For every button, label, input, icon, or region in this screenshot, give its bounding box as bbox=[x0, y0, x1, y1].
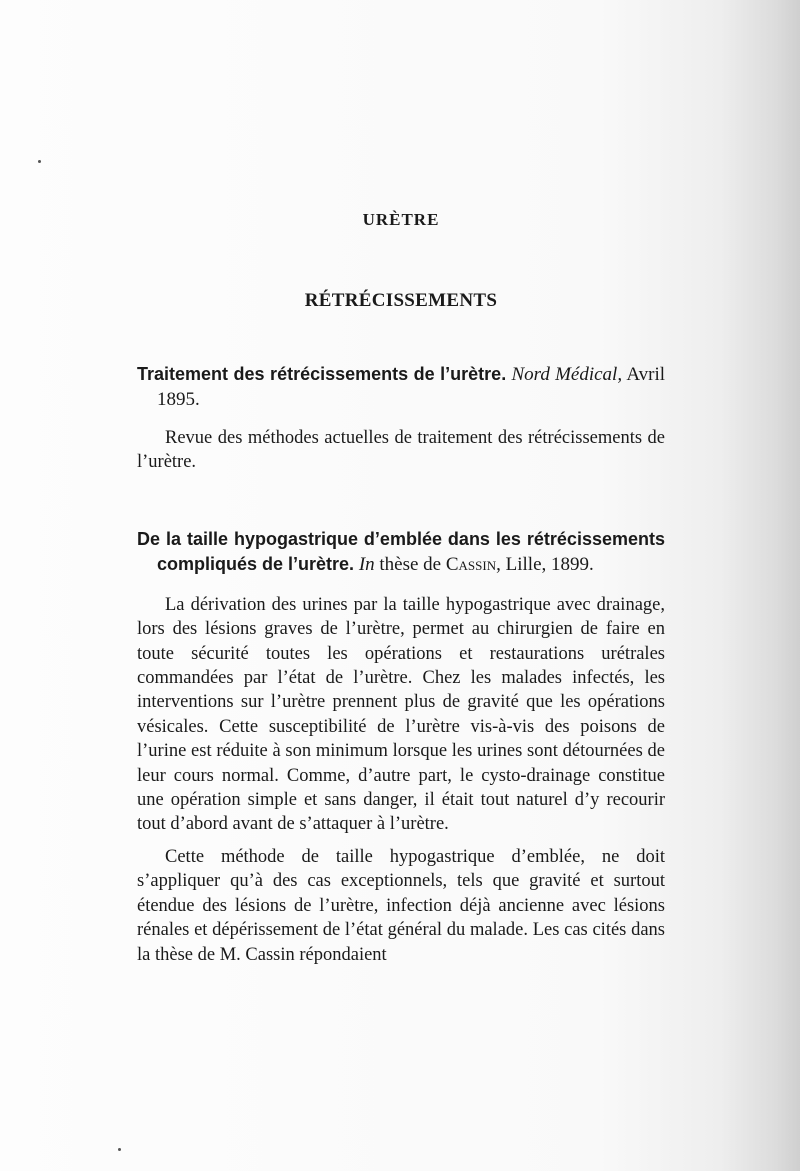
speck-mark bbox=[118, 1148, 121, 1151]
entry-title-bold: Traitement des rétrécissements de l’urètre. bbox=[137, 364, 507, 384]
entry-date: Avril 1895. bbox=[157, 364, 666, 410]
entry-title bbox=[137, 527, 665, 577]
page-content bbox=[137, 210, 665, 967]
entry-paragraph: La dérivation des urines par la taille hypogastrique avec drainage, lors des lésions graves de l’urètre, permet au chirurgien de faire en toute sécurité toutes les opérations et restaurations urétrales commandées par l’état de l’urètre. Chez les malades infectés, les interventions sur l’urètre prennent plus de gravité que les opérations vésicales. Cette susceptibilité de l’urètre vis-à-vis des poisons de l’urine est réduite à son minimum lorsque les urines sont détournées de leur cours normal. Comme, d’autre part, le cysto-drainage constitue une opération simple et sans danger, il était tout naturel d’y recourir tout d’abord avant de s’attaquer à l’urètre. bbox=[137, 594, 665, 835]
entry-title-bold: De la taille hypogastrique d’emblée dans les rétrécissements compliqués de l’urètre. bbox=[137, 528, 665, 574]
entry-journal: Nord Médical, bbox=[511, 364, 623, 385]
entry-paragraph: Revue des méthodes actuelles de traitement des rétrécissements de l’urètre. bbox=[137, 428, 665, 473]
entry-source-prefix: In bbox=[358, 553, 375, 575]
entry-body bbox=[137, 593, 665, 967]
entry-paragraph: Cette méthode de taille hypogastrique d’emblée, ne doit s’appliquer qu’à des cas exceptionnels, tels que gravité et surtout étendue des lésions de l’urètre, infection déjà ancienne avec lésions rénales et dépérissement de l’état général du malade. Les cas cités dans la thèse de M. Cassin répondaient bbox=[137, 846, 665, 965]
speck-mark bbox=[38, 160, 41, 163]
subsection-title: RÉTRÉCISSEMENTS bbox=[304, 290, 498, 311]
bibliography-entry bbox=[137, 527, 665, 967]
entry-location-date: Lille, 1899. bbox=[505, 553, 594, 575]
bibliography-entry bbox=[137, 362, 665, 475]
entry-title bbox=[137, 362, 665, 412]
entry-author: Cassin, bbox=[445, 553, 501, 575]
section-title: URÈTRE bbox=[362, 210, 440, 229]
entry-source-text: thèse de bbox=[379, 553, 442, 575]
